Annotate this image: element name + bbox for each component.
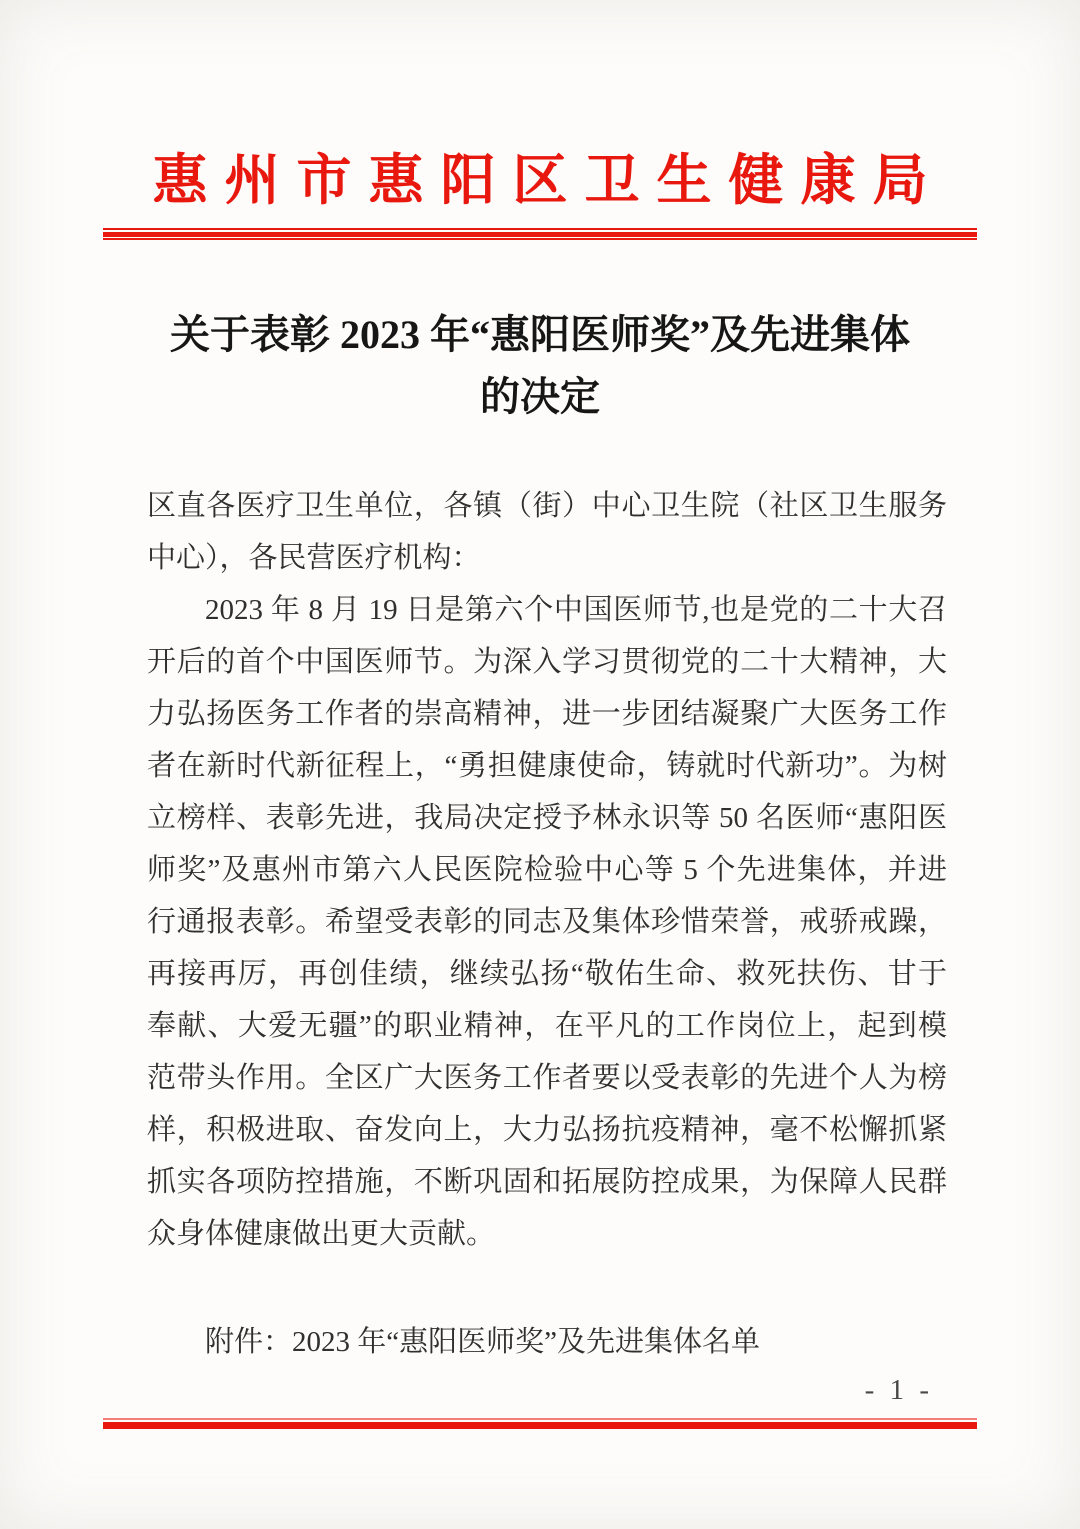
salutation-paragraph bbox=[147, 480, 947, 584]
body-line: 立榜样、表彰先进，我局决定授予林永识等 50 名医师“惠阳医 bbox=[147, 802, 947, 834]
salutation-line: 区直各医疗卫生单位，各镇（街）中心卫生院（社区卫生服务 bbox=[147, 490, 947, 522]
page-number: - 1 - bbox=[864, 1374, 933, 1406]
red-divider-bottom bbox=[103, 1418, 977, 1429]
body-line: 众身体健康做出更大贡献。 bbox=[147, 1218, 496, 1250]
attachment-line: 附件：2023 年“惠阳医师奖”及先进集体名单 bbox=[205, 1326, 760, 1358]
letterhead-org-name: 惠州市惠阳区卫生健康局 bbox=[152, 150, 945, 211]
body-line: 奉献、大爱无疆”的职业精神，在平凡的工作岗位上，起到模 bbox=[147, 1010, 947, 1042]
body-line: 抓实各项防控措施，不断巩固和拓展防控成果，为保障人民群 bbox=[147, 1166, 947, 1198]
document-title bbox=[0, 304, 1080, 428]
red-divider-top bbox=[103, 228, 977, 240]
document-title-line: 的决定 bbox=[480, 374, 600, 419]
body-line: 力弘扬医务工作者的崇高精神，进一步团结凝聚广大医务工作 bbox=[147, 698, 947, 730]
body-paragraph bbox=[147, 584, 947, 1260]
body-line: 再接再厉，再创佳绩，继续弘扬“敬佑生命、救死扶伤、甘于 bbox=[147, 958, 947, 990]
body-line: 者在新时代新征程上，“勇担健康使命，铸就时代新功”。为树 bbox=[147, 750, 947, 782]
salutation-line: 中心），各民营医疗机构： bbox=[147, 542, 481, 574]
body-line: 师奖”及惠州市第六人民医院检验中心等 5 个先进集体，并进 bbox=[147, 854, 947, 886]
document-title-line: 关于表彰 2023 年“惠阳医师奖”及先进集体 bbox=[170, 312, 910, 357]
body-line: 样，积极进取、奋发向上，大力弘扬抗疫精神，毫不松懈抓紧 bbox=[147, 1114, 947, 1146]
body-line: 开后的首个中国医师节。为深入学习贯彻党的二十大精神，大 bbox=[147, 646, 947, 678]
body-line: 2023 年 8 月 19 日是第六个中国医师节,也是党的二十大召 bbox=[205, 594, 947, 626]
body-line: 行通报表彰。希望受表彰的同志及集体珍惜荣誉，戒骄戒躁， bbox=[147, 906, 947, 938]
body-line: 范带头作用。全区广大医务工作者要以受表彰的先进个人为榜 bbox=[147, 1062, 947, 1094]
